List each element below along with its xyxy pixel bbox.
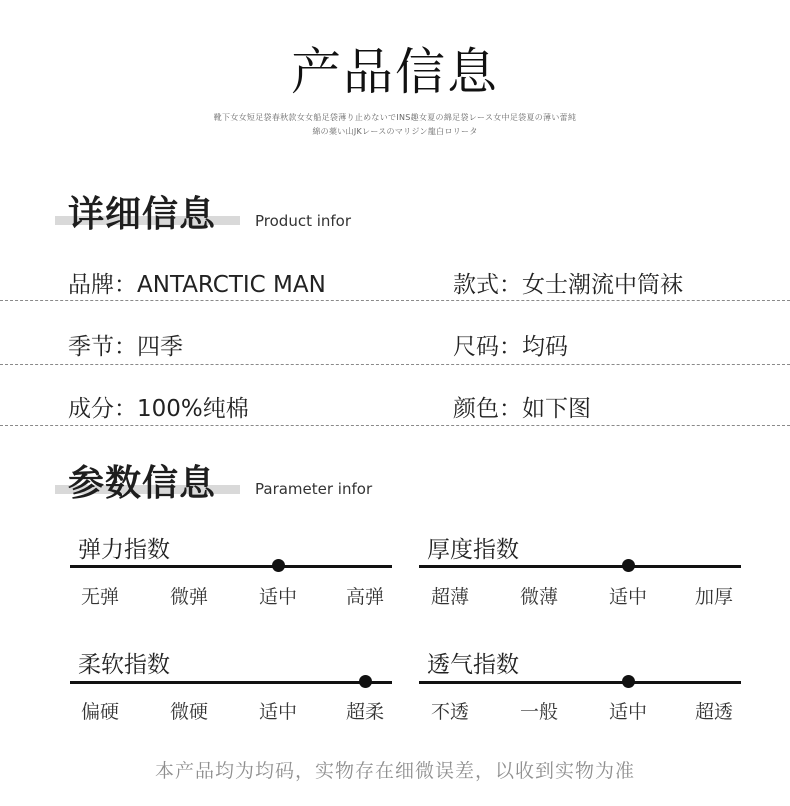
tagline-line-1: 靴下女女短足袋春秋款女女船足袋薄り止めないでINS趣女夏の綿足袋レース女中足袋夏の薄い蕾純 <box>213 113 577 122</box>
elasticity-index-title: 弹力指数 <box>78 537 170 563</box>
breathability-label: 适中 <box>608 701 647 723</box>
elasticity-index-marker <box>272 559 285 572</box>
softness-label: 微硬 <box>169 701 208 723</box>
page-title: 产品信息 <box>291 43 499 101</box>
row-divider <box>0 364 790 365</box>
softness-index-marker <box>359 675 372 688</box>
thickness-label: 适中 <box>608 586 647 608</box>
details-subheading: Product infor <box>255 212 352 230</box>
breathability-label: 超透 <box>694 701 733 723</box>
breathability-label: 一般 <box>519 701 558 723</box>
elasticity-label: 适中 <box>258 586 297 608</box>
elasticity-label: 高弹 <box>345 586 384 608</box>
detail-material: 成分：100%纯棉 <box>68 396 249 422</box>
row-divider <box>0 425 790 426</box>
thickness-index-marker <box>622 559 635 572</box>
row-divider <box>0 300 790 301</box>
thickness-index-track <box>419 565 741 568</box>
breathability-index-marker <box>622 675 635 688</box>
softness-index-track <box>70 681 392 684</box>
elasticity-label: 微弹 <box>169 586 208 608</box>
detail-size: 尺码：均码 <box>453 334 568 360</box>
params-subheading: Parameter infor <box>255 480 373 498</box>
details-heading: 详细信息 <box>68 194 217 235</box>
breathability-index-title: 透气指数 <box>427 652 519 678</box>
breathability-label: 不透 <box>430 701 469 723</box>
tagline-line-2: 綿の薬い山JKレースのマリジン龍白ロリータ <box>312 127 478 136</box>
softness-label: 超柔 <box>345 701 384 723</box>
footer-note: 本产品均为均码，实物存在细微误差，以收到实物为准 <box>154 760 635 782</box>
breathability-index-track <box>419 681 741 684</box>
thickness-label: 加厚 <box>694 586 733 608</box>
thickness-label: 超薄 <box>430 586 469 608</box>
thickness-index-title: 厚度指数 <box>427 537 519 563</box>
detail-brand: 品牌：ANTARCTIC MAN <box>68 272 326 298</box>
detail-color: 颜色：如下图 <box>453 396 591 422</box>
detail-season: 季节：四季 <box>68 334 183 360</box>
softness-index-title: 柔软指数 <box>78 652 170 678</box>
softness-label: 适中 <box>258 701 297 723</box>
elasticity-label: 无弹 <box>80 586 119 608</box>
params-heading: 参数信息 <box>68 463 217 504</box>
detail-style: 款式：女士潮流中筒袜 <box>453 272 683 298</box>
thickness-label: 微薄 <box>519 586 558 608</box>
elasticity-index-track <box>70 565 392 568</box>
softness-label: 偏硬 <box>80 701 119 723</box>
